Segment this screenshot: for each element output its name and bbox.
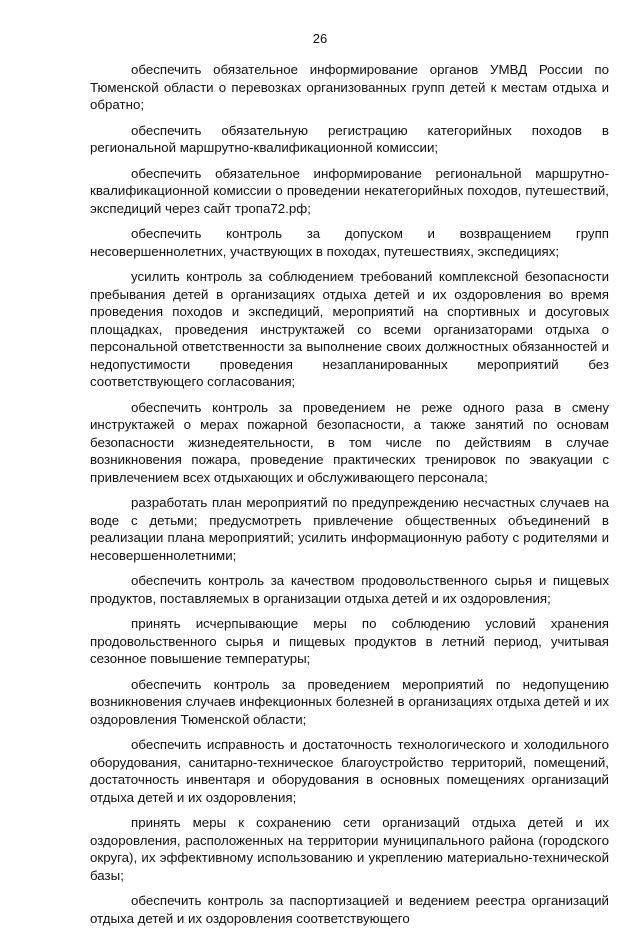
paragraph-10: обеспечить контроль за проведением мероприятий по недопущению возникновения случаев инфекционных болезней в организациях отдыха детей и их оздоровления Тюменской области; [90,676,609,727]
paragraph-3: обеспечить обязательное информирование региональной маршрутно-квалификационной комиссии о проведении некатегорийных походов, путешествий, экспедиций через сайт тропа72.рф; [90,165,609,216]
paragraph-5: усилить контроль за соблюдением требований комплексной безопасности пребывания детей в организациях отдыха детей и их оздоровления во время проведения походов и экспедиций, мероприятий на спортивных и досуговых площадках, проведения инструктажей со всеми организаторами отдыха о персональной ответственности за выполнение своих должностных обязанностей и недопустимости проведения незапланированных мероприятий без соответствующего согласования; [90,269,609,389]
paragraph-11: обеспечить исправность и достаточность технологического и холодильного оборудования, санитарно-техническое благоустройство территорий, помещений, достаточность инвентаря и оборудования в основных помещениях организаций отдыха детей и их оздоровления; [90,737,609,805]
paragraph-8: обеспечить контроль за качеством продовольственного сырья и пищевых продуктов, поставляемых в организации отдыха детей и их оздоровления; [90,573,609,606]
paragraph-4: обеспечить контроль за допуском и возвращением групп несовершеннолетних, участвующих в походах, путешествиях, экспедициях; [90,226,609,259]
page-number: 26 [312,31,328,46]
paragraph-7: разработать план мероприятий по предупреждению несчастных случаев на воде с детьми; предусмотреть привлечение общественных объединений в реализации плана мероприятий; усилить информационную работу с родителями и несовершеннолетними; [90,495,609,563]
paragraph-9: принять исчерпывающие меры по соблюдению условий хранения продовольственного сырья и пищевых продуктов в летний период, учитывая сезонное повышение температуры; [90,616,609,666]
paragraph-12: принять меры к сохранению сети организаций отдыха детей и их оздоровления, расположенных на территории муниципального района (городского округа), их эффективному использованию и укреплению материально-технической базы; [90,815,609,883]
paragraph-1: обеспечить обязательное информирование органов УМВД России по Тюменской области о перевозках организованных групп детей к местам отдыха и обратно; [90,62,609,112]
paragraph-13: обеспечить контроль за паспортизацией и ведением реестра организаций отдыха детей и их оздоровления соответствующего [90,893,609,926]
document-body [90,61,609,935]
paragraph-6: обеспечить контроль за проведением не реже одного раза в смену инструктажей о мерах пожарной безопасности, а также занятий по основам безопасности жизнедеятельности, в том числе по действиям в случае возникновения пожара, проведение практических тренировок по эвакуации с привлечением всех отдыхающих и обслуживающего персонала; [90,399,609,485]
paragraph-2: обеспечить обязательную регистрацию категорийных походов в региональной маршрутно-квалификационной комиссии; [90,122,609,155]
